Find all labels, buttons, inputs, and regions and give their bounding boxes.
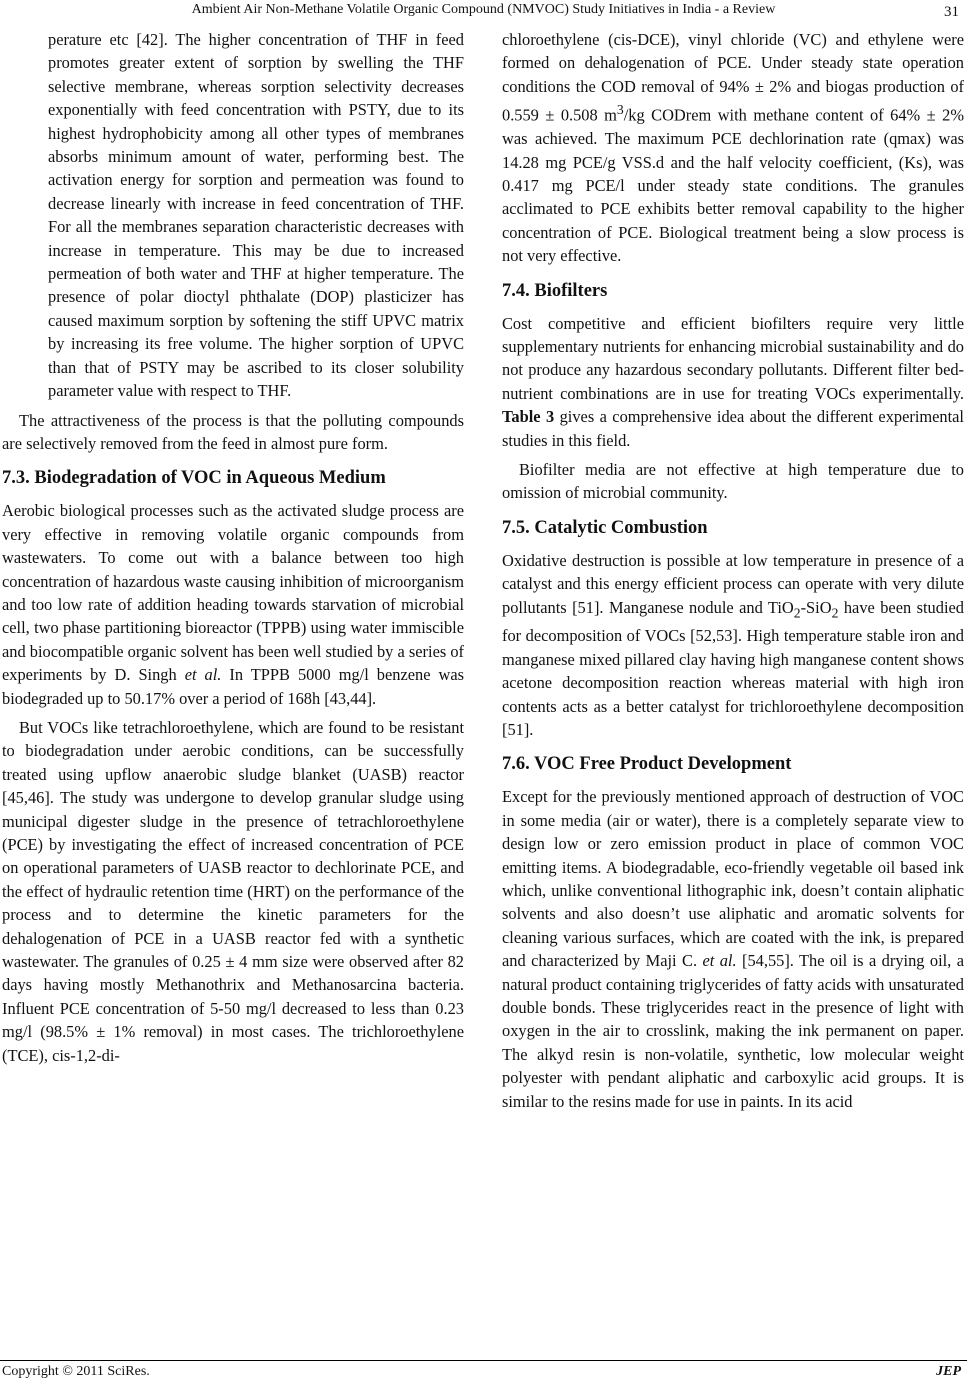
copyright-notice: Copyright © 2011 SciRes.: [2, 1364, 150, 1379]
pce-text-b: /kg CODrem with methane content of 64% ± 2% was achieved. The maximum PCE dechlorination rate (qmax) was 14.28 mg PCE/g VSS.d and the half velocity coefficient, (Ks), was 0.417 mg PCE/l under steady state conditions. The granules acclimated to PCE exhibits better removal capability to the higher concentration of PCE. Biological treatment being a slow process is not very effective.: [502, 105, 964, 266]
voc-free-text-b: [54,55]. The oil is a drying oil, a natural product containing triglycerides of fatty acids with unsaturated double bonds. These triglycerides react in the presence of light with oxygen in the air to crosslink, making the ink permanent on paper. The alkyd resin is non-volatile, synthetic, low molecular weight polyester with pendant aliphatic and carboxylic acid groups. It is similar to the resins made for use in paints. In its acid: [502, 951, 964, 1111]
aerobic-text-a: Aerobic biological processes such as the activated sludge process are very effective in removing volatile organic compounds from wastewaters. To come out with a balance between too high concentration of hazardous waste causing inhibition of microorganism and too low rate of addition heading towards starvation of microbial cell, two phase partitioning bioreactor (TPPB) using water immiscible and biocompatible organic solvent has been well studied by a series of experiments by D. Singh: [2, 501, 464, 685]
membrane-paragraph: perature etc [42]. The higher concentration of THF in feed promotes greater extent of sorption by swelling the THF selective membrane, whereas sorption selectivity decreases exponentially with feed concentration with PSTY, due to its highest hydrophobicity among all other types of membranes absorbs minimum amount of water, performing best. The activation energy for sorption and permeation was found to decrease linearly with increase in feed concentration of THF. For all the membranes separation characteristic decreases with increase in temperature. This may be due to increased permeation of both water and THF at higher temperature. The presence of polar dioctyl phthalate (DOP) plasticizer has caused maximum sorption by softening the stiff UPVC matrix by increasing its free volume. The higher sorption of UPVC than that of PSTY may be ascribed to its closer solubility parameter value with respect to THF.: [48, 30, 464, 401]
catalytic-text-b: have been studied for decomposition of VOCs [52,53]. High temperature stable iron and manganese mixed pillared clay having high manganese content shows acetone decomposition reaction whereas material with high iron contents acts as a better catalyst for trichloroethylene decomposition [51].: [502, 597, 964, 739]
running-header: [0, 0, 967, 26]
left-column: [2, 28, 464, 1340]
attractiveness-paragraph: The attractiveness of the process is that the polluting compounds are selectively removed from the feed in almost pure form.: [2, 410, 464, 453]
section-heading-7-6: 7.6. VOC Free Product Development: [502, 754, 792, 775]
aerobic-text-b: In TPPB 5000 mg/l benzene was biodegraded up to 50.17% over a period of 168h [43,44].: [2, 665, 464, 708]
table-3-reference: Table 3: [502, 407, 555, 427]
pce-paragraph: [502, 28, 964, 268]
page-number: 31: [944, 4, 959, 20]
page-footer: [0, 1360, 967, 1384]
biofilter-text-b: gives a comprehensive idea about the different experimental studies in this field.: [502, 407, 964, 450]
footer-rule: [0, 1360, 967, 1361]
biofilter-media-paragraph: Biofilter media are not effective at high temperature due to omission of microbial community.: [502, 459, 964, 503]
section-heading-7-5: 7.5. Catalytic Combustion: [502, 517, 708, 538]
aerobic-paragraph: [2, 499, 464, 710]
pce-superscript: 3: [616, 102, 624, 118]
tio2-subscript: 2: [793, 604, 801, 620]
aerobic-etal: et al.: [184, 665, 222, 685]
pce-text-a: chloroethylene (cis-DCE), vinyl chloride (VC) and ethylene were formed on dehalogenation of PCE. Under steady state operation conditions the COD removal of 94% ± 2% and biogas production of 0.559 ± 0.508 m: [502, 30, 964, 125]
sio2-subscript: 2: [831, 604, 839, 620]
voc-free-etal: et al.: [702, 951, 737, 971]
right-column: [502, 28, 964, 1340]
catalytic-text-a: Oxidative destruction is possible at low temperature in presence of a catalyst and this energy efficient process can operate with very dilute pollutants [51]. Manganese nodule and TiO: [502, 550, 964, 617]
running-title: Ambient Air Non-Methane Volatile Organic Compound (NMVOC) Study Initiatives in India - a Review: [191, 2, 776, 17]
voc-free-paragraph: [502, 785, 964, 1113]
catalytic-mid: -SiO: [800, 597, 832, 617]
biofilter-paragraph: [502, 312, 964, 452]
journal-abbrev: JEP: [936, 1364, 961, 1379]
voc-free-text-a: Except for the previously mentioned approach of destruction of VOC in some media (air or water), there is a completely separate view to design low or zero emission product in place of common VOC emitting items. A biodegradable, eco-friendly vegetable oil based ink which, unlike conventional lithographic ink, doesn’t contain aliphatic solvents and also doesn’t use aliphatic and aromatic solvents for cleaning various surfaces, which are coated with the ink, is prepared and characterized by Maji C.: [502, 787, 964, 971]
section-heading-7-3: 7.3. Biodegradation of VOC in Aqueous Medium: [2, 468, 386, 489]
section-heading-7-4: 7.4. Biofilters: [502, 280, 608, 301]
uasb-paragraph: But VOCs like tetrachloroethylene, which are found to be resistant to biodegradation under aerobic conditions, can be successfully treated using upflow anaerobic sludge blanket (UASB) reactor [45,46]. The study was undergone to develop granular sludge using municipal digester sludge in the presence of tetrachloroethylene (PCE) by investigating the effect of increased concentration of PCE on operational parameters of UASB reactor to dechlorinate PCE, and the effect of hydraulic retention time (HRT) on the performance of the process and to determine the kinetic parameters for the dehalogenation of PCE in a UASB reactor fed with a synthetic wastewater. The granules of 0.25 ± 4 mm size were observed after 82 days having mostly Methanothrix and Methanosarcina bacteria. Influent PCE concentration of 5-50 mg/l decreased to less than 0.23 mg/l (98.5% ± 1% removal) in most cases. The trichloroethylene (TCE), cis-1,2-di-: [2, 717, 464, 1065]
biofilter-text-a: Cost competitive and efficient biofilters require very little supplementary nutrients for enhancing microbial sustainability and do not produce any hazardous secondary pollutants. Different filter bed-nutrient combinations are in use for treating VOCs experimentally.: [502, 313, 964, 403]
catalytic-paragraph: [502, 549, 964, 742]
